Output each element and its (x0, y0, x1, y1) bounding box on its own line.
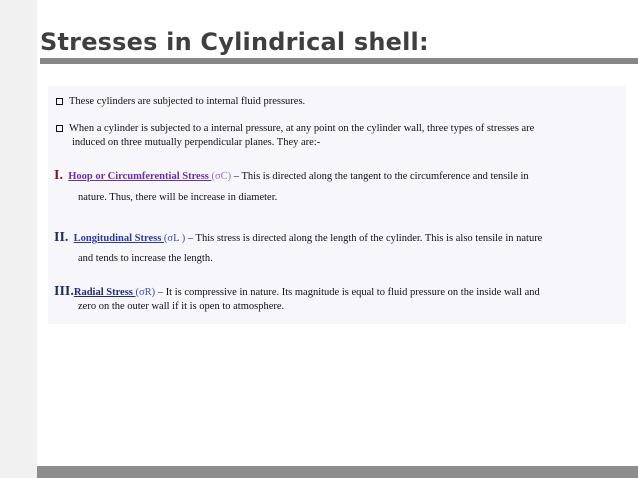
bullet-text: These cylinders are subjected to internal fluid pressures. (69, 96, 306, 107)
item-numeral: III. (54, 284, 74, 299)
item-description: – This stress is directed along the length of the cylinder. This is also tensile in nature (185, 233, 543, 244)
item-numeral: II. (54, 230, 69, 245)
checkbox-bullet-icon (56, 98, 63, 105)
longitudinal-stress-link[interactable]: Longitudinal Stress (73, 233, 164, 244)
title-underline-bar (40, 58, 638, 64)
bullet-text-continuation: induced on three mutually perpendicular planes. They are:- (72, 137, 321, 148)
bullet-item (56, 122, 621, 150)
bullet-item (56, 95, 305, 109)
hoop-stress-link[interactable]: Hoop or Circumferential Stress (68, 171, 212, 182)
item-description-continuation: and tends to increase the length. (78, 253, 213, 264)
stress-symbol: (σR) (135, 287, 156, 298)
item-description-continuation: zero on the outer wall if it is open to atmosphere. (78, 301, 285, 312)
item-description: – This is directed along the tangent to the circumference and tensile in (231, 171, 529, 182)
stress-symbol: (σC) (211, 171, 232, 182)
content-panel (48, 86, 626, 324)
stress-symbol: (σL ) (163, 233, 186, 244)
checkbox-bullet-icon (56, 125, 63, 132)
stress-item-hoop (54, 169, 620, 205)
bullet-text: When a cylinder is subjected to a internal pressure, at any point on the cylinder wall, three types of stresses are (69, 123, 535, 134)
item-numeral: I. (54, 168, 63, 183)
item-description: – It is compressive in nature. Its magnitude is equal to fluid pressure on the inside wall and (155, 287, 540, 298)
footer-bar (37, 466, 638, 478)
stress-item-radial (54, 285, 620, 314)
item-description-continuation: nature. Thus, there will be increase in diameter. (78, 192, 278, 203)
stress-item-longitudinal (54, 231, 620, 266)
left-margin-strip (0, 0, 37, 478)
radial-stress-link[interactable]: Radial Stress (73, 287, 136, 298)
slide-title: Stresses in Cylindrical shell: (40, 28, 429, 56)
